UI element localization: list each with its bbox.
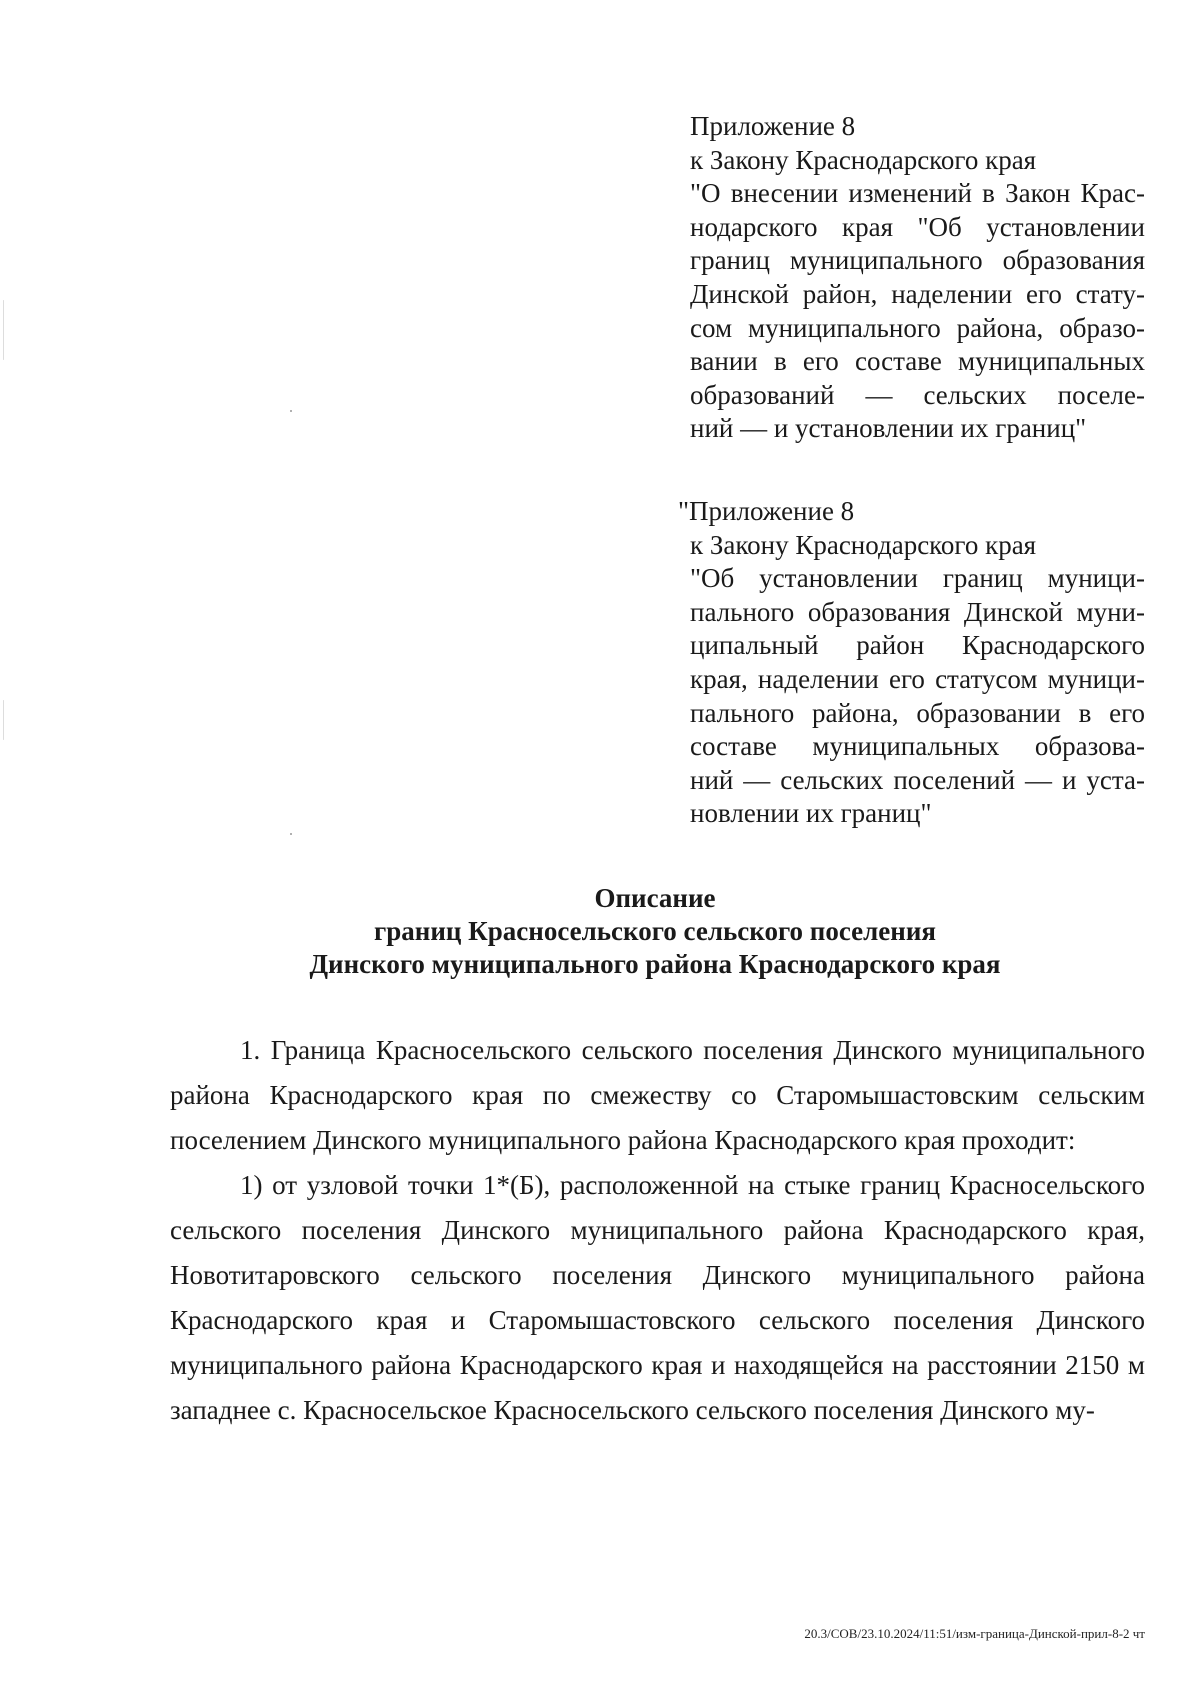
appendix-line: края, наделении его статусом муници- — [690, 663, 1145, 694]
appendix-line: ний — сельских поселений — и уста- — [690, 764, 1145, 795]
scan-speck — [290, 410, 292, 412]
body-paragraph: 1. Граница Красносельского сельского поселения Динского муниципального района Краснодарского края по смежеству со Старомышастовским сельским поселением Динского муниципального района Краснодарского края проходит: — [170, 1035, 1145, 1155]
appendix-header-original — [678, 495, 1145, 831]
appendix-line: образований — сельских поселе- — [690, 379, 1145, 410]
appendix-line: составе муниципальных образова- — [690, 731, 1145, 762]
appendix-line: новлении их границ" — [690, 798, 932, 829]
appendix-line: пального образования Динской муни- — [690, 596, 1145, 627]
appendix-line: Приложение 8 — [690, 111, 856, 141]
appendix-line: Динской район, наделении его стату- — [690, 278, 1145, 309]
document-title — [100, 882, 1200, 981]
appendix-line: "Об установлении границ муници- — [690, 563, 1145, 594]
appendix-line: пального района, образовании в его — [690, 697, 1145, 728]
document-body — [170, 1028, 1145, 1433]
appendix-line: "Приложение 8 — [678, 496, 855, 526]
scan-edge-mark — [3, 700, 4, 740]
title-line: Описание — [594, 883, 716, 913]
appendix-line: ний — и установлении их границ" — [690, 413, 1087, 444]
appendix-header-amending — [690, 110, 1145, 446]
appendix-line: ципальный район Краснодарского — [690, 630, 1145, 661]
title-line: Динского муниципального района Краснодарского края — [309, 949, 1001, 979]
scan-speck — [290, 833, 292, 835]
appendix-line: к Закону Краснодарского края — [690, 529, 1037, 560]
appendix-line: границ муниципального образования — [690, 245, 1145, 276]
scan-edge-mark — [3, 300, 4, 360]
appendix-line: сом муниципального района, образо- — [690, 312, 1145, 343]
appendix-line: нодарского края "Об установлении — [690, 211, 1145, 242]
body-paragraph: 1) от узловой точки 1*(Б), расположенной на стыке границ Красносельского сельского поселения Динского муниципального района Краснодарского края, Новотитаровского сельского поселения Динского муниципального района Краснодарского края и Старомышастовского сельского поселения Динского муниципального района Краснодарского края и находящейся на расстоянии 2150 м западнее с. Красносельское Красносельского сельского поселения Динского му- — [170, 1170, 1145, 1425]
appendix-line: к Закону Краснодарского края — [690, 144, 1037, 175]
appendix-line: вании в его составе муниципальных — [690, 346, 1145, 377]
title-line: границ Красносельского сельского поселения — [373, 916, 937, 946]
footer-file-stamp: 20.3/СОВ/23.10.2024/11:51/изм-граница-Динской-прил-8-2 чт — [804, 1626, 1145, 1641]
appendix-line: "О внесении изменений в Закон Крас- — [690, 178, 1145, 209]
